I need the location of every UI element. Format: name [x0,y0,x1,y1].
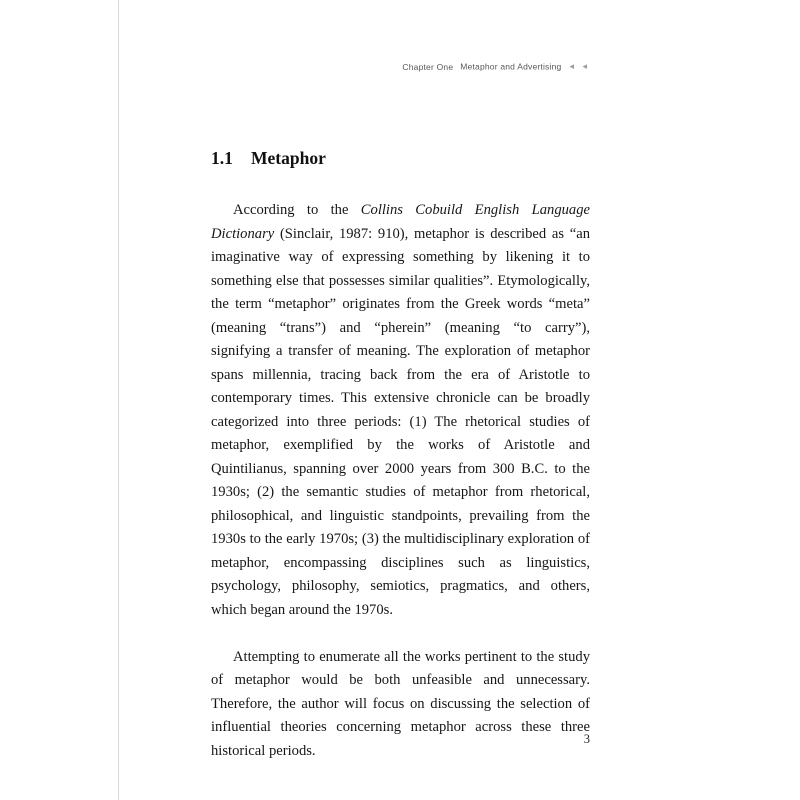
double-left-triangle-icon: ◂ ◂ [569,61,590,71]
page-title [211,146,590,170]
paragraph-2: Attempting to enumerate all the works pertinent to the study of metaphor would be both unfeasible and unnecessary. Therefore, the author will focus on discussing the selection of influential theories concerning metaphor across these three historical periods. [211,648,590,759]
paragraph-1-lead: According to the [233,202,361,218]
paragraph-1-rest: (Sinclair, 1987: 910), metaphor is described as “an imaginative way of expressing something by likening it to something else that possesses similar qualities”. Etymologically, the term “metaphor” originates from the Greek words “meta” (meaning “trans”) and “pherein” (meaning “to carry”), signifying a transfer of meaning. The exploration of metaphor spans millennia, tracing back from the era of Aristotle to contemporary times. This extensive chronicle can be broadly categorized into three periods: (1) The rhetorical studies of metaphor, exemplified by the works of Aristotle and Quintilianus, spanning over 2000 years from 300 B.C. to the 1930s; (2) the semantic studies of metaphor from rhetorical, philosophical, and linguistic standpoints, prevailing from the 1930s to the early 1970s; (3) the multidisciplinary exploration of metaphor, encompassing disciplines such as linguistics, psychology, philosophy, semiotics, pragmatics, and others, which began around the 1970s. [211,225,590,618]
page-gutter-margin [0,0,118,800]
body-text-column [211,199,590,763]
page-edge-line [118,0,119,800]
section-title: Metaphor [251,148,326,168]
running-header [211,60,590,73]
section-number: 1.1 [211,148,233,168]
dictionary-title-italic: Collins Cobuild English Language Dictionary [211,202,590,242]
header-chapter-label: Chapter One [402,61,454,72]
paragraph-1 [211,199,590,622]
page-number: 3 [583,732,590,746]
header-running-title: Metaphor and Advertising [460,61,562,72]
